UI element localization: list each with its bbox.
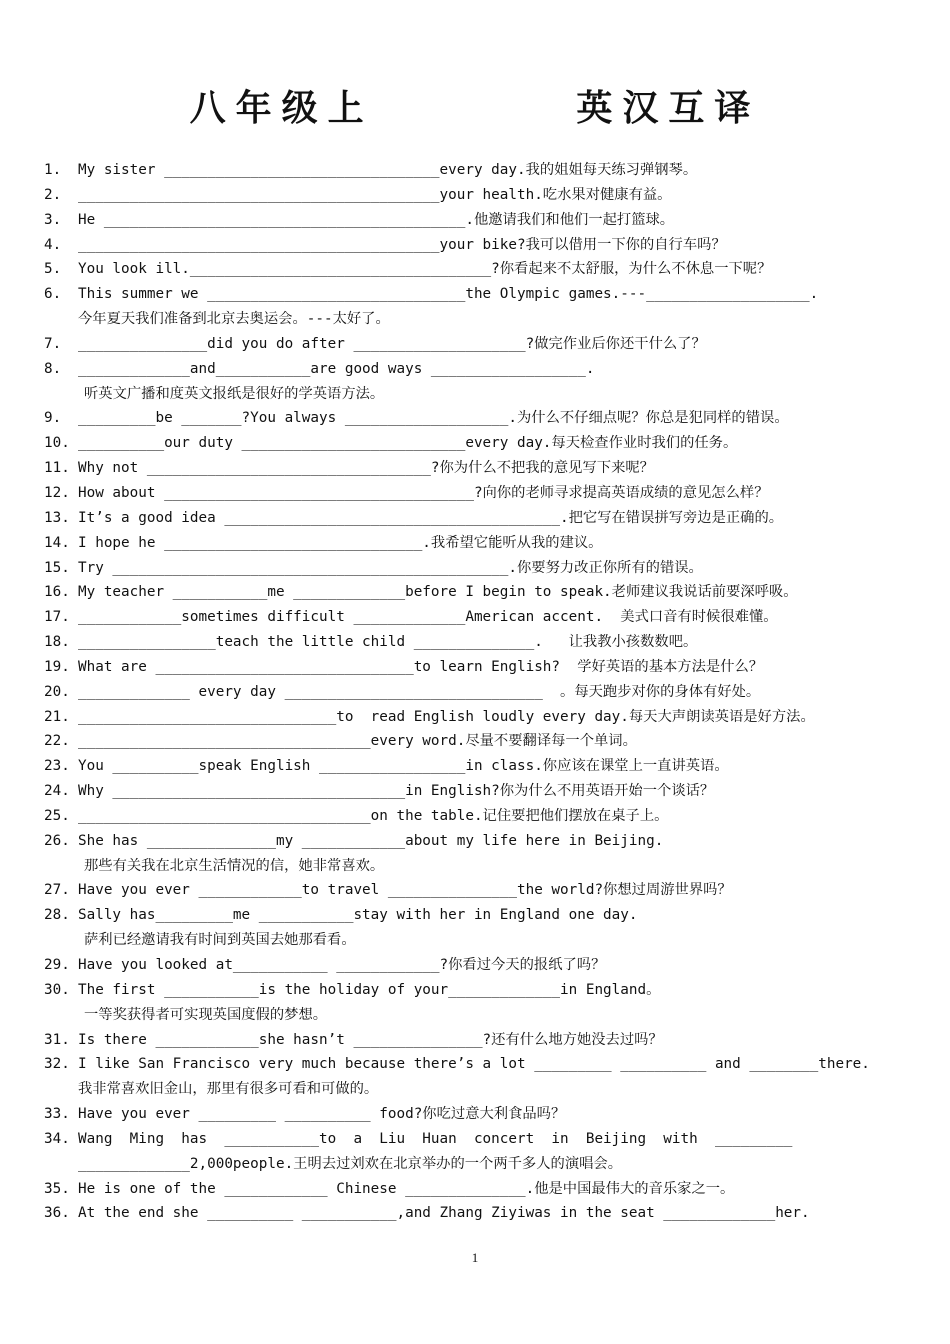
exercise-translation-line	[44, 1152, 924, 1177]
exercise-number: 5.	[44, 261, 62, 278]
exercise-line	[44, 506, 924, 531]
exercise-line	[44, 1102, 924, 1127]
exercise-text: Is there ____________she hasn’t _______________?还有什么地方她没去过吗？	[78, 1031, 663, 1048]
exercise-line	[44, 282, 924, 307]
exercise-text: Have you looked at___________ ____________?你看过今天的报纸了吗？	[78, 957, 606, 973]
exercise-number: 17.	[44, 609, 70, 626]
exercise-number: 18.	[44, 634, 70, 651]
exercise-number: 21.	[44, 708, 70, 725]
exercise-line	[44, 779, 924, 804]
exercise-number: 20.	[44, 683, 70, 700]
exercise-text: You look ill.___________________________________?你看起来不太舒服，为什么不休息一下呢？	[78, 261, 772, 278]
exercise-line	[44, 233, 924, 258]
exercise-translation-line	[44, 1003, 924, 1028]
exercise-line	[44, 1177, 924, 1202]
exercise-line	[44, 531, 924, 556]
exercise-text: She has _______________my ____________about my life here in Beijing.	[78, 832, 664, 849]
page-number: 1	[471, 1250, 479, 1265]
exercise-number: 31.	[44, 1031, 70, 1048]
exercise-line	[44, 257, 924, 282]
exercise-text: 今年夏天我们准备到北京去奥运会。---太好了。	[78, 311, 390, 328]
exercise-text: ____________sometimes difficult _____________American accent. 美式口音有时候很难懂。	[78, 609, 778, 626]
exercise-text: It’s a good idea _______________________________________.把它写在错误拼写旁边是正确的。	[78, 509, 784, 526]
exercise-number: 3.	[44, 211, 62, 228]
exercise-translation-line	[44, 1077, 924, 1102]
exercise-number: 4.	[44, 236, 62, 253]
exercise-text: He is one of the ____________ Chinese ______________.他是中国最伟大的音乐家之一。	[78, 1180, 735, 1197]
exercise-text: He __________________________________________.他邀请我们和他们一起打篮球。	[78, 211, 675, 228]
exercise-number: 33.	[44, 1106, 70, 1123]
exercise-text: 我非常喜欢旧金山，那里有很多可看和可做的。	[78, 1081, 379, 1098]
exercise-line	[44, 729, 924, 754]
exercise-number: 36.	[44, 1205, 70, 1222]
exercise-text: __________our duty __________________________every day.每天检查作业时我们的任务。	[78, 435, 738, 452]
exercise-line	[44, 1201, 924, 1226]
exercise-text: My sister ________________________________every day.我的姐姐每天练习弹钢琴。	[78, 162, 698, 178]
exercise-text: __________________________________on the table.记住要把他们摆放在桌子上。	[78, 807, 669, 824]
exercise-number: 34.	[44, 1130, 70, 1147]
exercise-number: 19.	[44, 658, 70, 675]
exercise-text: Have you ever ____________to travel _______________the world?你想过周游世界吗？	[78, 882, 732, 899]
exercise-line	[44, 431, 924, 456]
exercise-line	[44, 456, 924, 481]
exercise-text: _______________did you do after ____________________?做完作业后你还干什么了？	[78, 335, 706, 352]
exercise-text: ________________teach the little child ______________. 让我教小孩数数吧。	[78, 634, 698, 651]
exercise-text: At the end she __________ ___________,and Zhang Ziyiwas in the seat _____________her.	[78, 1205, 810, 1222]
exercise-number: 2.	[44, 186, 62, 203]
exercise-text: Sally has_________me ___________stay with her in England one day.	[78, 907, 638, 924]
exercise-line	[44, 183, 924, 208]
exercise-number: 12.	[44, 484, 70, 501]
exercise-text: You __________speak English _________________in class.你应该在课堂上一直讲英语。	[78, 758, 729, 775]
exercise-number: 27.	[44, 882, 70, 899]
exercise-number: 30.	[44, 981, 70, 998]
exercise-text: __________________________________________your bike?我可以借用一下你的自行车吗？	[78, 236, 726, 253]
exercise-text: 听英文广播和度英文报纸是很好的学英语方法。	[84, 385, 385, 402]
exercise-line	[44, 655, 924, 680]
exercise-line	[44, 829, 924, 854]
exercise-number: 25.	[44, 807, 70, 824]
exercise-text: _____________and___________are good ways __________________.	[78, 360, 595, 377]
exercise-line	[44, 978, 924, 1003]
exercise-line	[44, 680, 924, 705]
exercise-number: 35.	[44, 1180, 70, 1197]
exercise-text: ______________________________to read English loudly every day.每天大声朗读英语是好方法。	[78, 708, 815, 725]
exercise-number: 11.	[44, 460, 70, 477]
exercise-number: 9.	[44, 410, 62, 427]
exercise-text: 萨利已经邀请我有时间到英国去她那看看。	[84, 932, 356, 949]
exercise-text: I hope he ______________________________.我希望它能听从我的建议。	[78, 534, 603, 551]
exercise-text: I like San Francisco very much because there’s a lot _________ __________ and ________there.	[78, 1056, 870, 1073]
exercise-line	[44, 556, 924, 581]
exercise-line	[44, 903, 924, 928]
exercise-number: 15.	[44, 559, 70, 576]
exercise-number: 16.	[44, 584, 70, 601]
exercise-line	[44, 605, 924, 630]
exercise-number: 1.	[44, 162, 62, 178]
exercise-number: 6.	[44, 286, 62, 303]
exercise-text: The first ___________is the holiday of your_____________in England。	[78, 981, 661, 998]
exercise-text: Try ______________________________________________.你要努力改正你所有的错误。	[78, 559, 703, 576]
exercise-number: 23.	[44, 758, 70, 775]
exercise-line	[44, 1127, 924, 1152]
exercise-number: 14.	[44, 534, 70, 551]
exercise-line	[44, 158, 924, 183]
exercise-number: 24.	[44, 783, 70, 800]
exercise-text: _________be _______?You always ___________________.为什么不仔细点呢？你总是犯同样的错误。	[78, 410, 789, 427]
exercise-translation-line	[44, 928, 924, 953]
exercise-line	[44, 754, 924, 779]
exercise-text: Why not _________________________________?你为什么不把我的意见写下来呢？	[78, 460, 654, 477]
exercise-text: __________________________________every word.尽量不要翻译每一个单词。	[78, 733, 637, 750]
exercise-number: 8.	[44, 360, 62, 377]
exercise-translation-line	[44, 382, 924, 407]
exercise-line	[44, 1052, 924, 1077]
exercise-line	[44, 878, 924, 903]
exercise-line	[44, 332, 924, 357]
exercise-line	[44, 406, 924, 431]
exercise-number: 32.	[44, 1056, 70, 1073]
exercise-text: Why __________________________________in English?你为什么不用英语开始一个谈话？	[78, 783, 715, 800]
exercise-text: Have you ever _________ __________ food?你吃过意大利食品吗？	[78, 1106, 566, 1123]
exercise-line	[44, 208, 924, 233]
exercise-number: 10.	[44, 435, 70, 452]
exercise-number: 26.	[44, 832, 70, 849]
exercise-line	[44, 705, 924, 730]
exercise-list	[44, 158, 924, 1226]
exercise-line	[44, 953, 924, 978]
exercise-line	[44, 580, 924, 605]
exercise-number: 13.	[44, 509, 70, 526]
exercise-line	[44, 804, 924, 829]
exercise-text: __________________________________________your health.吃水果对健康有益。	[78, 186, 672, 203]
exercise-number: 28.	[44, 907, 70, 924]
exercise-line	[44, 1028, 924, 1053]
exercise-text: This summer we ______________________________the Olympic games.---___________________.	[78, 286, 819, 303]
exercise-text: My teacher ___________me _____________before I begin to speak.老师建议我说话前要深呼吸。	[78, 584, 798, 601]
exercise-translation-line	[44, 854, 924, 879]
exercise-text: _____________ every day ______________________________ 。每天跑步对你的身体有好处。	[78, 683, 761, 700]
page-title: 八年级上 英汉互译	[189, 87, 761, 129]
exercise-text: Wang Ming has ___________to a Liu Huan concert in Beijing with _________	[78, 1130, 793, 1147]
exercise-translation-line	[44, 307, 924, 332]
exercise-text: What are ______________________________to learn English? 学好英语的基本方法是什么？	[78, 658, 764, 675]
exercise-line	[44, 357, 924, 382]
exercise-text: How about ____________________________________?向你的老师寻求提高英语成绩的意见怎么样？	[78, 484, 769, 501]
exercise-text: 那些有关我在北京生活情况的信，她非常喜欢。	[84, 857, 385, 874]
exercise-number: 22.	[44, 733, 70, 750]
exercise-text: 一等奖获得者可实现英国度假的梦想。	[84, 1006, 328, 1023]
exercise-number: 29.	[44, 957, 70, 973]
exercise-line	[44, 630, 924, 655]
exercise-text: _____________2,000people.王明去过刘欢在北京举办的一个两千多人的演唱会。	[78, 1155, 623, 1172]
exercise-line	[44, 481, 924, 506]
exercise-number: 7.	[44, 335, 62, 352]
